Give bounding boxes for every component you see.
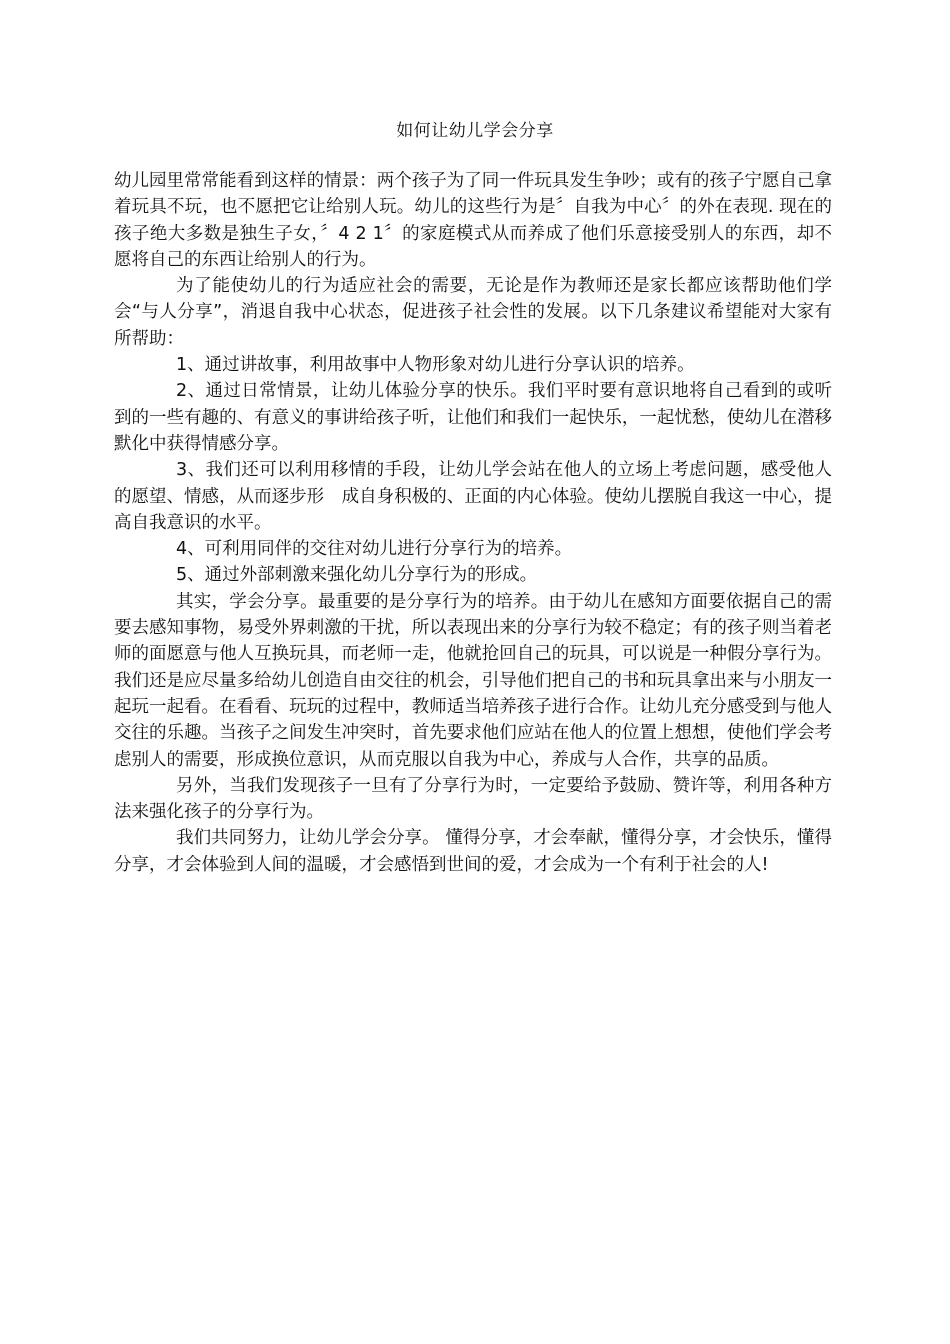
document-body: [114, 168, 832, 878]
paragraph-purpose: 为了能使幼儿的行为适应社会的需要，无论是作为教师还是家长都应该帮助他们学会“与人分享”，消退自我中心状态，促进孩子社会性的发展。以下几条建议希望能对大家有所帮助：: [114, 276, 832, 349]
paragraph-tip-3: 3、我们还可以利用移情的手段，让幼儿学会站在他人的立场上考虑问题，感受他人的愿望、情感，从而逐步形 成自身积极的、正面的内心体验。使幼儿摆脱自我这一中心，提高自我意识的水平。: [114, 460, 832, 533]
paragraph-encouragement: 另外，当我们发现孩子一旦有了分享行为时，一定要给予鼓励、赞许等，利用各种方法来强化孩子的分享行为。: [114, 775, 832, 823]
paragraph-tip-5: 5、通过外部刺激来强化幼儿分享行为的形成。: [176, 565, 538, 586]
paragraph-intro: 幼儿园里常常能看到这样的情景：两个孩子为了同一件玩具发生争吵；或有的孩子宁愿自己拿着玩具不玩，也不愿把它让给别人玩。幼儿的这些行为是〞自我为中心〞的外在表现. 现在的孩子绝大多数是独生子女，〞4 2 1〞的家庭模式从而养成了他们乐意接受别人的东西，却不愿将自己的东西让给别人的行为。: [114, 171, 832, 270]
paragraph-tip-2: 2、通过日常情景，让幼儿体验分享的快乐。我们平时要有意识地将自己看到的或听到的一些有趣的、有意义的事讲给孩子听，让他们和我们一起快乐，一起忧愁，使幼儿在潜移默化中获得情感分享。: [114, 381, 832, 454]
document-title: 如何让幼儿学会分享: [396, 121, 554, 141]
paragraph-tip-4: 4、可利用同伴的交往对幼儿进行分享行为的培养。: [176, 539, 573, 560]
paragraph-conclusion: 我们共同努力，让幼儿学会分享。 懂得分享，才会奉献，懂得分享，才会快乐，懂得分享，才会体验到人间的温暖，才会感悟到世间的爱，才会成为一个有利于社会的人!: [114, 828, 832, 875]
paragraph-discussion: 其实，学会分享。最重要的是分享行为的培养。由于幼儿在感知方面要依据自己的需要去感知事物，易受外界刺激的干扰，所以表现出来的分享行为较不稳定；有的孩子则当着老师的面愿意与他人互换玩具，而老师一走，他就抢回自己的玩具，可以说是一种假分享行为。我们还是应尽量多给幼儿创造自由交往的机会，引导他们把自己的书和玩具拿出来与小朋友一起玩一起看。在看看、玩玩的过程中，教师适当培养孩子进行合作。让幼儿充分感受到与他人交往的乐趣。当孩子之间发生冲突时，首先要求他们应站在他人的位置上想想，使他们学会考虑别人的需要，形成换位意识，从而克服以自我为中心，养成与人合作，共享的品质。: [114, 591, 832, 770]
paragraph-tip-1: 1、通过讲故事，利用故事中人物形象对幼儿进行分享认识的培养。: [176, 355, 695, 376]
